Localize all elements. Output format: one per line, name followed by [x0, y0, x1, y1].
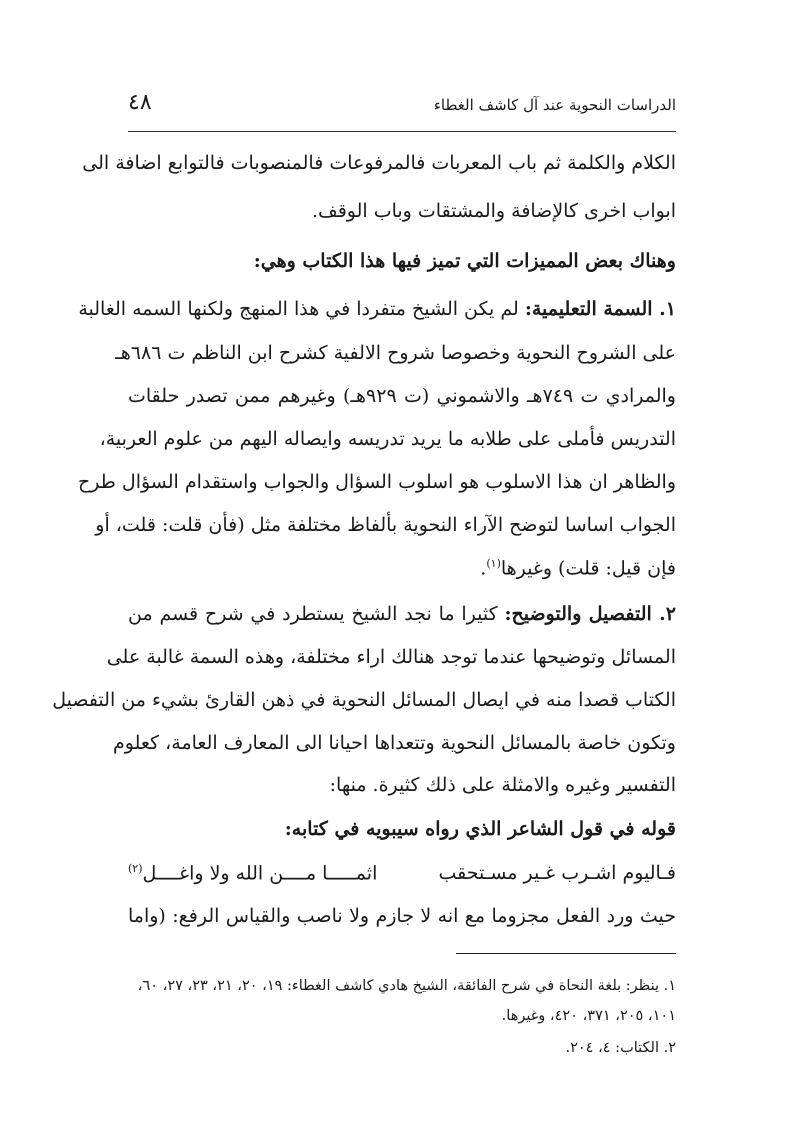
footnote-line: ١٠١، ٢٠٥، ٣٧١، ٤٢٠، وغيرها.: [501, 1008, 676, 1024]
footnote-line: ٢. الكتاب: ٤، ٢٠٤.: [565, 1040, 676, 1056]
paragraph-line: والظاهر ان هذا الاسلوب هو اسلوب السؤال والجواب واستقدام السؤال طرح: [78, 471, 676, 493]
running-header-title: الدراسات النحوية عند آل كاشف الغطاء: [433, 96, 676, 114]
paragraph-text: فإن قيل: قلت) وغيرها: [500, 557, 676, 580]
paragraph-line: الكتاب قصدا منه في ايصال المسائل النحوية في ذهن القارئ بشيء من التفصيل: [52, 689, 676, 711]
paragraph-line: وتكون خاصة بالمسائل النحوية وتتعداها احيانا الى المعارف العامة، كعلوم: [113, 732, 676, 754]
footnote-line: ١. ينظر: بلغة النحاة في شرح الفائقة، الشيخ هادي كاشف الغطاء: ١٩، ٢٠، ٢١، ٢٣، ٢٧، ٦٠،: [137, 978, 676, 994]
paragraph-line: والمرادي ت ٧٤٩هـ والاشموني (ت ٩٢٩هـ) وغيرهم ممن تصدر حلقات: [128, 385, 676, 407]
paragraph-line: [78, 298, 676, 320]
section-heading: قوله في قول الشاعر الذي رواه سيبويه في كتابه:: [284, 818, 676, 840]
paragraph-line: الجواب اساسا لتوضح الآراء النحوية بألفاظ مختلفة مثل (فأن قلت: قلت، أو: [95, 514, 676, 536]
paragraph-line: على الشروح النحوية وخصوصا شروح الالفية كشرح ابن الناظم ت ٦٨٦هـ: [115, 342, 676, 364]
paragraph-line: التفسير وغيره والامثلة على ذلك كثيرة. منها:: [329, 774, 676, 796]
verse-second-hemistich: [128, 862, 377, 884]
footnote-marker: (٢): [128, 862, 143, 875]
feature-label: ١. السمة التعليمية:: [524, 298, 676, 320]
page-number: ٤٨: [128, 90, 152, 115]
section-heading: وهناك بعض المميزات التي تميز فيها هذا الكتاب وهي:: [253, 250, 676, 272]
paragraph-text: .: [480, 557, 487, 580]
poetry-verse: [128, 862, 676, 888]
paragraph-text: كثيرا ما نجد الشيخ يستطرد في شرح قسم من: [128, 603, 505, 625]
verse-text: اثمـــــا مــــن الله ولا واغــــل: [142, 862, 378, 885]
paragraph-line: ابواب اخرى كالإضافة والمشتقات وباب الوقف.: [312, 200, 676, 222]
feature-label: ٢. التفصيل والتوضيح:: [504, 603, 676, 625]
header-divider: [128, 131, 676, 132]
paragraph-line: الكلام والكلمة ثم باب المعربات فالمرفوعات فالمنصوبات فالتوابع اضافة الى: [82, 152, 676, 174]
verse-first-hemistich: فـاليوم اشـرب غـير مسـتحقب: [438, 862, 676, 884]
footnote-divider: [456, 953, 676, 954]
page-header: [128, 88, 676, 128]
paragraph-line: التدريس فأملى على طلابه ما يريد تدريسه وايصاله اليهم من علوم العربية،: [99, 428, 676, 450]
paragraph-line: المسائل وتوضيحها عندما توجد هنالك اراء مختلفة، وهذه السمة غالبة على: [106, 646, 676, 668]
paragraph-line: [128, 558, 676, 578]
footnote-marker: (١): [486, 557, 501, 570]
paragraph-line: حيث ورد الفعل مجزوما مع انه لا جازم ولا ناصب والقياس الرفع: (واما: [128, 905, 676, 927]
paragraph-text: لم يكن الشيخ متفردا في هذا المنهج ولكنها السمه الغالبة: [78, 298, 525, 320]
paragraph-line: [128, 605, 676, 624]
